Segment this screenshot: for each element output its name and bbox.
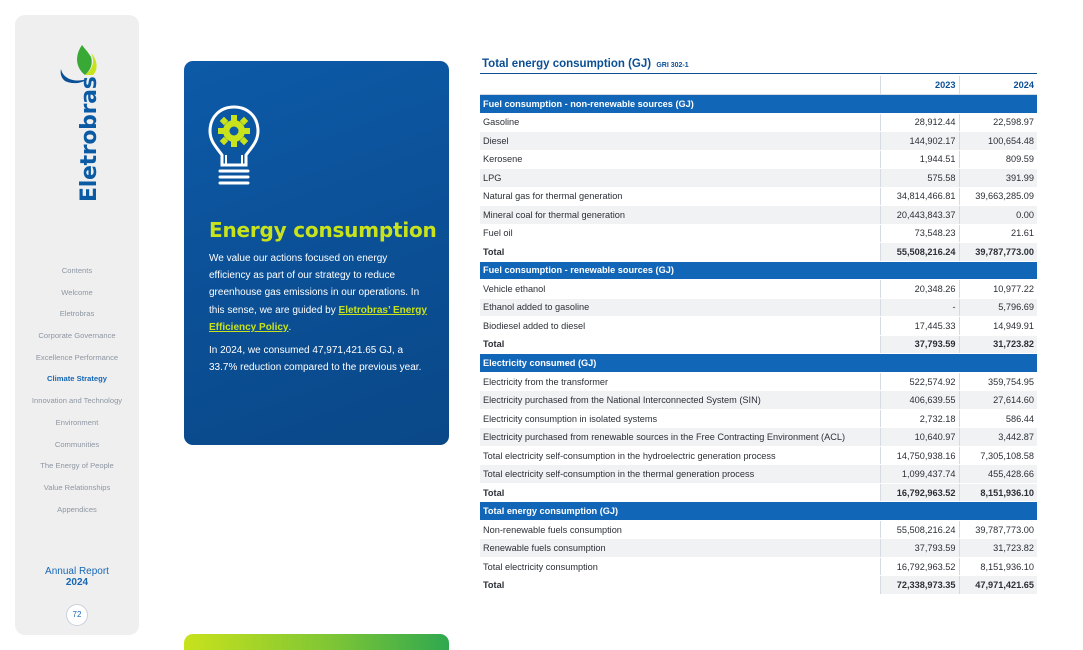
card-paragraph-1 [209,250,431,336]
header-year-2023: 2023 [880,76,959,95]
value-2023: 17,445.33 [880,317,959,336]
row-label: Biodiesel added to diesel [480,317,880,336]
total-2023: 16,792,963.52 [880,483,959,502]
total-2023: 55,508,216.24 [880,243,959,262]
table-row [480,409,1037,428]
table-title-text: Total energy consumption (GJ) [482,58,652,70]
table-row [480,428,1037,447]
total-row [480,335,1037,354]
table-row [480,113,1037,132]
value-2024: 14,949.91 [959,317,1037,336]
section-header-row [480,502,1037,521]
value-2023: 522,574.92 [880,372,959,391]
sidebar-nav [15,260,139,520]
row-label: LPG [480,169,880,188]
table-row [480,317,1037,336]
row-label: Electricity consumption in isolated systems [480,409,880,428]
table-row [480,372,1037,391]
next-card-strip [184,634,449,650]
annual-report-title: Annual Report [45,566,109,577]
table-header-row [480,76,1037,95]
table-row [480,206,1037,225]
value-2024: 100,654.48 [959,132,1037,151]
energy-efficiency-policy-link[interactable]: Eletrobras’ Energy Efficiency Policy [209,304,427,333]
sidebar-item-corporate-governance[interactable]: Corporate Governance [38,331,116,341]
row-label: Kerosene [480,150,880,169]
table-row [480,557,1037,576]
value-2024: 391.99 [959,169,1037,188]
row-label: Diesel [480,132,880,151]
value-2024: 455,428.66 [959,465,1037,484]
section-heading: Total energy consumption (GJ) [480,502,1037,521]
total-label: Total [480,576,880,595]
section-header-row [480,354,1037,373]
value-2023: 55,508,216.24 [880,520,959,539]
row-label: Electricity from the transformer [480,372,880,391]
value-2023: 406,639.55 [880,391,959,410]
total-2023: 37,793.59 [880,335,959,354]
row-label: Total electricity consumption [480,557,880,576]
sidebar-item-value-relationships[interactable]: Value Relationships [43,482,111,492]
sidebar [15,15,139,635]
row-label: Gasoline [480,113,880,132]
total-row [480,483,1037,502]
row-label: Mineral coal for thermal generation [480,206,880,225]
value-2024: 22,598.97 [959,113,1037,132]
row-label: Renewable fuels consumption [480,539,880,558]
page-number: 72 [66,604,88,626]
sidebar-item-eletrobras[interactable]: Eletrobras [59,309,95,319]
value-2023: 20,443,843.37 [880,206,959,225]
value-2024: 359,754.95 [959,372,1037,391]
total-2024: 8,151,936.10 [959,483,1037,502]
sidebar-item-excellence-performance[interactable]: Excellence Performance [35,352,119,362]
value-2024: 3,442.87 [959,428,1037,447]
value-2024: 21.61 [959,224,1037,243]
total-row [480,576,1037,595]
table-row [480,446,1037,465]
energy-consumption-table [480,76,1037,595]
row-label: Total electricity self-consumption in the hydroelectric generation process [480,446,880,465]
value-2023: 1,944.51 [880,150,959,169]
table-row [480,391,1037,410]
row-label: Natural gas for thermal generation [480,187,880,206]
table-row [480,187,1037,206]
sidebar-item-the-energy-of-people[interactable]: The Energy of People [40,461,114,471]
table-row [480,520,1037,539]
total-label: Total [480,335,880,354]
annual-report-label [15,566,139,588]
annual-report-year: 2024 [65,577,89,588]
section-header-row [480,261,1037,280]
sidebar-item-climate-strategy[interactable]: Climate Strategy [47,374,107,384]
value-2023: 14,750,938.16 [880,446,959,465]
card-body [209,250,431,382]
sidebar-item-innovation-and-technology[interactable]: Innovation and Technology [31,396,123,406]
card-paragraph-2: In 2024, we consumed 47,971,421.65 GJ, a 33.7% reduction compared to the previous year. [209,345,422,374]
total-label: Total [480,243,880,262]
value-2024: 8,151,936.10 [959,557,1037,576]
card-paragraph-1-text: We value our actions focused on energy efficiency as part of our strategy to reduce greenhouse gas emissions in our operations. In this sense, we are guided by [209,253,420,316]
value-2023: 34,814,466.81 [880,187,959,206]
table-row [480,298,1037,317]
row-label: Fuel oil [480,224,880,243]
eletrobras-wordmark: Eletrobras [77,76,102,202]
value-2023: 73,548.23 [880,224,959,243]
value-2023: 28,912.44 [880,113,959,132]
total-2024: 31,723.82 [959,335,1037,354]
value-2024: 586.44 [959,409,1037,428]
gri-code: GRI 302-1 [656,62,689,69]
header-label-cell [480,76,880,95]
table-row [480,150,1037,169]
total-2023: 72,338,973.35 [880,576,959,595]
table-row [480,169,1037,188]
value-2023: 2,732.18 [880,409,959,428]
card-paragraph-1-end: . [288,321,292,333]
row-label: Non-renewable fuels consumption [480,520,880,539]
table-row [480,132,1037,151]
section-heading: Electricity consumed (GJ) [480,354,1037,373]
table-row [480,539,1037,558]
section-header-row [480,95,1037,114]
sidebar-item-welcome[interactable]: Welcome [61,287,93,297]
header-year-2024: 2024 [959,76,1037,95]
sidebar-item-communities[interactable]: Communities [54,439,100,449]
total-row [480,243,1037,262]
sidebar-item-environment[interactable]: Environment [55,417,99,427]
title-rule [480,73,1037,74]
table-row [480,280,1037,299]
value-2024: 7,305,108.58 [959,446,1037,465]
row-label: Vehicle ethanol [480,280,880,299]
energy-consumption-card [184,61,449,445]
row-label: Electricity purchased from the National Interconnected System (SIN) [480,391,880,410]
value-2023: 16,792,963.52 [880,557,959,576]
value-2023: 575.58 [880,169,959,188]
value-2023: 20,348.26 [880,280,959,299]
value-2024: 27,614.60 [959,391,1037,410]
value-2024: 5,796.69 [959,298,1037,317]
value-2024: 0.00 [959,206,1037,225]
sidebar-item-contents[interactable]: Contents [61,266,93,275]
sidebar-item-appendices[interactable]: Appendices [57,504,97,514]
section-heading: Fuel consumption - non-renewable sources (GJ) [480,95,1037,114]
table-row [480,465,1037,484]
value-2024: 809.59 [959,150,1037,169]
value-2024: 31,723.82 [959,539,1037,558]
value-2023: - [880,298,959,317]
total-label: Total [480,483,880,502]
value-2023: 144,902.17 [880,132,959,151]
value-2024: 39,787,773.00 [959,520,1037,539]
row-label: Total electricity self-consumption in the thermal generation process [480,465,880,484]
value-2024: 39,663,285.09 [959,187,1037,206]
value-2024: 10,977.22 [959,280,1037,299]
value-2023: 10,640.97 [880,428,959,447]
row-label: Electricity purchased from renewable sources in the Free Contracting Environment (ACL) [480,428,880,447]
table-row [480,224,1037,243]
value-2023: 37,793.59 [880,539,959,558]
total-2024: 47,971,421.65 [959,576,1037,595]
card-title: Energy consumption [209,218,437,242]
lightbulb-gear-icon [206,103,262,193]
value-2023: 1,099,437.74 [880,465,959,484]
table-title [482,58,689,70]
total-2024: 39,787,773.00 [959,243,1037,262]
table-body [480,76,1037,594]
section-heading: Fuel consumption - renewable sources (GJ) [480,261,1037,280]
row-label: Ethanol added to gasoline [480,298,880,317]
